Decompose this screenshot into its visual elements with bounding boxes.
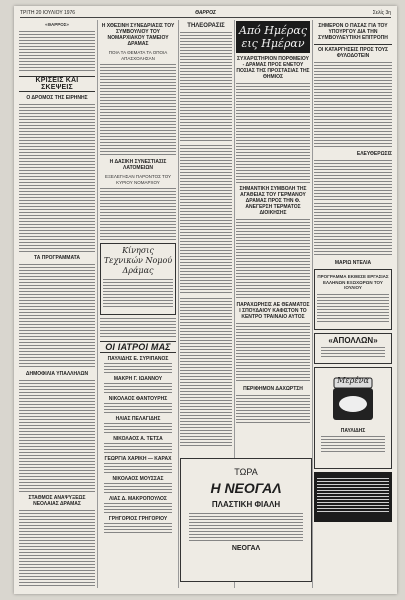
dark-ad-text <box>317 478 389 514</box>
neogal-now: ΤΩΡΑ <box>234 467 258 477</box>
ad-text <box>103 279 173 309</box>
masthead-info: «ΘΑΡΡΟΣ» <box>45 22 69 27</box>
article-text <box>19 510 95 589</box>
article-headline: Ο ΔΡΟΜΟΣ ΤΗΣ ΕΙΡΗΝΗΣ <box>26 94 88 101</box>
article-headline: ΣΗΜΑΝΤΙΚΗ ΣΥΜΒΟΛΗ ΤΗΣ ΑΓΑΘΕΙΑΣ ΤΟΥ ΓΕΡΜΑΝΟΥ ΔΡΑΜΑΣ ΠΡΟΣ ΤΗΝ Φ. ΑΝΕΓΕΡΣΗ ΤΕΡΜΑΤΟΣ ΔΙΟΙΚΗΣΗΣ <box>239 186 307 216</box>
program-notice <box>314 269 392 330</box>
article-text <box>314 203 392 257</box>
column-1 <box>19 20 95 588</box>
article-text <box>100 318 176 338</box>
article-text <box>180 145 232 295</box>
article-headline: ΠΑΡΑΧΩΡΗΣΙΣ ΑΕ ΘΕΑΜΑΤΟΣ Ι ΣΠΟΥΔΑΙΟΥ ΚΑΦΙΣΤΟΝ ΤΟ ΚΕΝΤΡΟ ΤΡΑΙΝΑΙΟ ΑΥΤΟΣ <box>236 302 310 320</box>
doctor-details <box>104 383 172 393</box>
neogal-bottle: ΠΛΑΣΤΙΚΗ ΦΙΑΛΗ <box>211 500 281 509</box>
doctor-name: ΜΑΚΡΗ Γ. ΙΩΑΝΝΟΥ <box>113 376 163 382</box>
section-title: ΚΡΙΣΕΙΣ ΚΑΙ ΣΚΕΨΕΙΣ <box>19 76 95 92</box>
technicians-ad-title: Κίνησις Τεχνικών Νομού Δράμας <box>103 246 173 275</box>
column-5 <box>314 20 392 588</box>
article-subheadline: ΕΞΕΛΕΓΗΣΑΝ ΠΑΡΟΝΤΟΣ ΤΟΥ ΚΥΡΙΟΥ ΝΟΜΑΡΧΟΥ <box>104 174 172 185</box>
doctor-name: ΝΙΚΟΛΑΟΣ ΦΑΝΤΟΥΡΗΣ <box>108 396 168 402</box>
article-text <box>19 264 95 368</box>
section-label: ΕΛΕΥΘΕΡΩΣΙΣ <box>356 151 392 157</box>
header-date: ΤΡΙΤΗ 20 ΙΟΥΛΙΟΥ 1976 <box>20 9 76 16</box>
product-name: Μερένα <box>337 375 369 385</box>
article-headline: Η ΧΘΕΣΙΝΗ ΣΥΝΕΔΡΙΑΣΙΣ ΤΟΥ ΣΥΜΒΟΥΛΙΟΥ ΤΟΥ ΝΟΜΑΡΧΙΑΚΟΥ ΤΑΜΕΙΟΥ ΔΡΑΜΑΣ <box>101 23 175 47</box>
product-maker: ΠΑΥΛΙΔΗΣ <box>340 427 366 434</box>
ad-title: ΠΕΡΙΦΗΜΟΝ ΔΑΧΩΡΤΣΗ <box>243 386 303 392</box>
article-text <box>314 62 392 148</box>
article-headline: ΟΙ ΚΑΤΑΡΓΗΣΕΙΣ ΠΡΟΣ ΤΟΥΣ ΦΥΛΟΔΟΤΕΙΝ <box>314 44 392 59</box>
doctor-details <box>104 503 172 513</box>
doctor-details <box>104 463 172 473</box>
doctor-details <box>104 483 172 493</box>
header-title: ΘΑΡΡΟΣ <box>195 9 216 16</box>
doctor-name: ΝΙΚΟΛΑΟΣ Α. ΤΕΤΣΑ <box>113 436 163 442</box>
doctor-name: ΠΑΥΛΙΔΗΣ Ε. ΣΥΡΙΠΑΝΟΣ <box>107 356 169 362</box>
neogal-text <box>189 513 303 541</box>
apollon-text <box>321 347 385 359</box>
doctor-name: ΓΡΗΓΟΡΙΟΣ ΓΡΗΓΟΡΙΟΥ <box>108 516 168 522</box>
article-headline: ΣΤΑΘΜΟΣ ΑΝΑΨΥΞΕΩΣ ΝΕΟΛΑΙΑΣ ΔΡΑΜΑΣ <box>28 494 86 507</box>
article-headline: ΜΑΡΙΩ ΝΤΕΛΙΑ <box>334 260 372 266</box>
doctors-title: ΟΙ ΙΑΤΡΟΙ ΜΑΣ <box>100 341 176 353</box>
column-rule <box>97 20 98 588</box>
product-text <box>321 436 385 454</box>
newspaper-page <box>14 6 397 594</box>
doctors-list <box>100 356 176 533</box>
apollon-ad <box>314 333 392 364</box>
article-subheadline: ΠΟΙΑ ΤΑ ΘΕΜΑΤΑ ΤΑ ΟΠΟΙΑ ΑΠΑΣΧΟΛΗΣΑΝ <box>108 50 168 61</box>
neogal-ad <box>180 458 312 582</box>
tv-title: ΤΗΛΕΟΡΑΣΙΣ <box>187 23 225 29</box>
doctor-name: ΗΛΙΑΣ ΠΕΛΑΓΙΔΗΣ <box>115 416 161 422</box>
neogal-brand: ΝΕΟΓΑΛ <box>231 545 261 552</box>
daily-banner: Από Ημέρας εις Ημέραν <box>236 21 310 53</box>
column-rule <box>178 20 179 588</box>
apollon-title: «ΑΠΟΛΛΩΝ» <box>328 335 378 345</box>
neogal-title: Η ΝΕΟΓΑΛ <box>210 480 282 496</box>
doctor-details <box>104 403 172 413</box>
header-page: Σελίς 3η <box>372 9 392 16</box>
doctor-details <box>104 363 172 373</box>
column-2 <box>100 20 176 588</box>
merenda-ad <box>314 367 392 469</box>
article-headline: ΔΗΜΟΦΙΛΙΑ ΥΠΑΛΛΗΛΩΝ <box>25 370 89 377</box>
article-headline: ΤΑ ΠΡΟΓΡΑΜΜΑΤΑ <box>34 254 80 261</box>
doctor-details <box>104 423 172 433</box>
doctor-name: ΓΕΩΡΓΙΑ ΧΑΡΙΚΗ — ΚΑΡΑΧ <box>104 456 172 462</box>
tv-listing <box>180 32 232 142</box>
technicians-ad <box>100 243 176 315</box>
program-notice-title: ΠΡΟΓΡΑΜΜΑ ΕΚΘΕΣΕ ΕΡΓΑΣΙΑΣ ΕΛΛΗΝΩΝ ΕΞΩΧΩΡΩΝ ΤΟΥ ΙΟΥΛΙΟΥ <box>317 274 389 290</box>
doctor-details <box>104 443 172 453</box>
article-text <box>236 395 310 425</box>
article-headline: ΣΥΧΑΡΙΣΤΗΡΙΟΝ ΠΟΡΘΜΕΙΟΥ - ΔΡΑΜΑΣ ΠΡΟΣ ΕΝΕΤΟΥ ΠΟΣΙΑΣ ΤΗΣ ΠΡΟΣΤΑΣΙΑΣ ΤΗΣ ΘΗΜΙΟΣ <box>236 56 310 80</box>
article-text <box>19 380 95 492</box>
article-text <box>180 298 232 448</box>
doctor-details <box>104 523 172 533</box>
dark-ad <box>314 472 392 522</box>
program-notice-text <box>317 294 389 324</box>
article-text <box>100 188 176 240</box>
article-text <box>314 160 392 200</box>
article-text <box>19 104 95 252</box>
page-header <box>20 8 391 18</box>
column-rule <box>312 20 313 588</box>
doctor-name: ΛΙΑΣ Δ. ΜΑΚΡΟΠΟΥΛΟΣ <box>109 496 167 502</box>
article-headline: Η ΔΑΣΙΚΗ ΣΥΝΕΣΤΙΑΣΙΣ ΛΑΤΟΜΕΙΩΝ <box>109 159 167 171</box>
masthead-text <box>19 31 95 73</box>
article-text <box>100 64 176 156</box>
article-text <box>236 323 310 383</box>
article-text <box>236 219 310 299</box>
doctor-name: ΝΙΚΟΛΑΟΣ ΜΟΥΣΣΑΣ <box>112 476 164 482</box>
article-headline: ΣΗΜΕΡΟΝ Ο ΠΑΣΑΣ ΓΙΑ ΤΟΥ ΥΠΟΥΡΓΟΥ ΔΙΑ ΤΗΝ ΣΥΜΒΟΥΛΕΥΤΙΚΗ ΕΠΙΤΡΟΠΗ <box>318 23 388 41</box>
article-text <box>236 83 310 183</box>
